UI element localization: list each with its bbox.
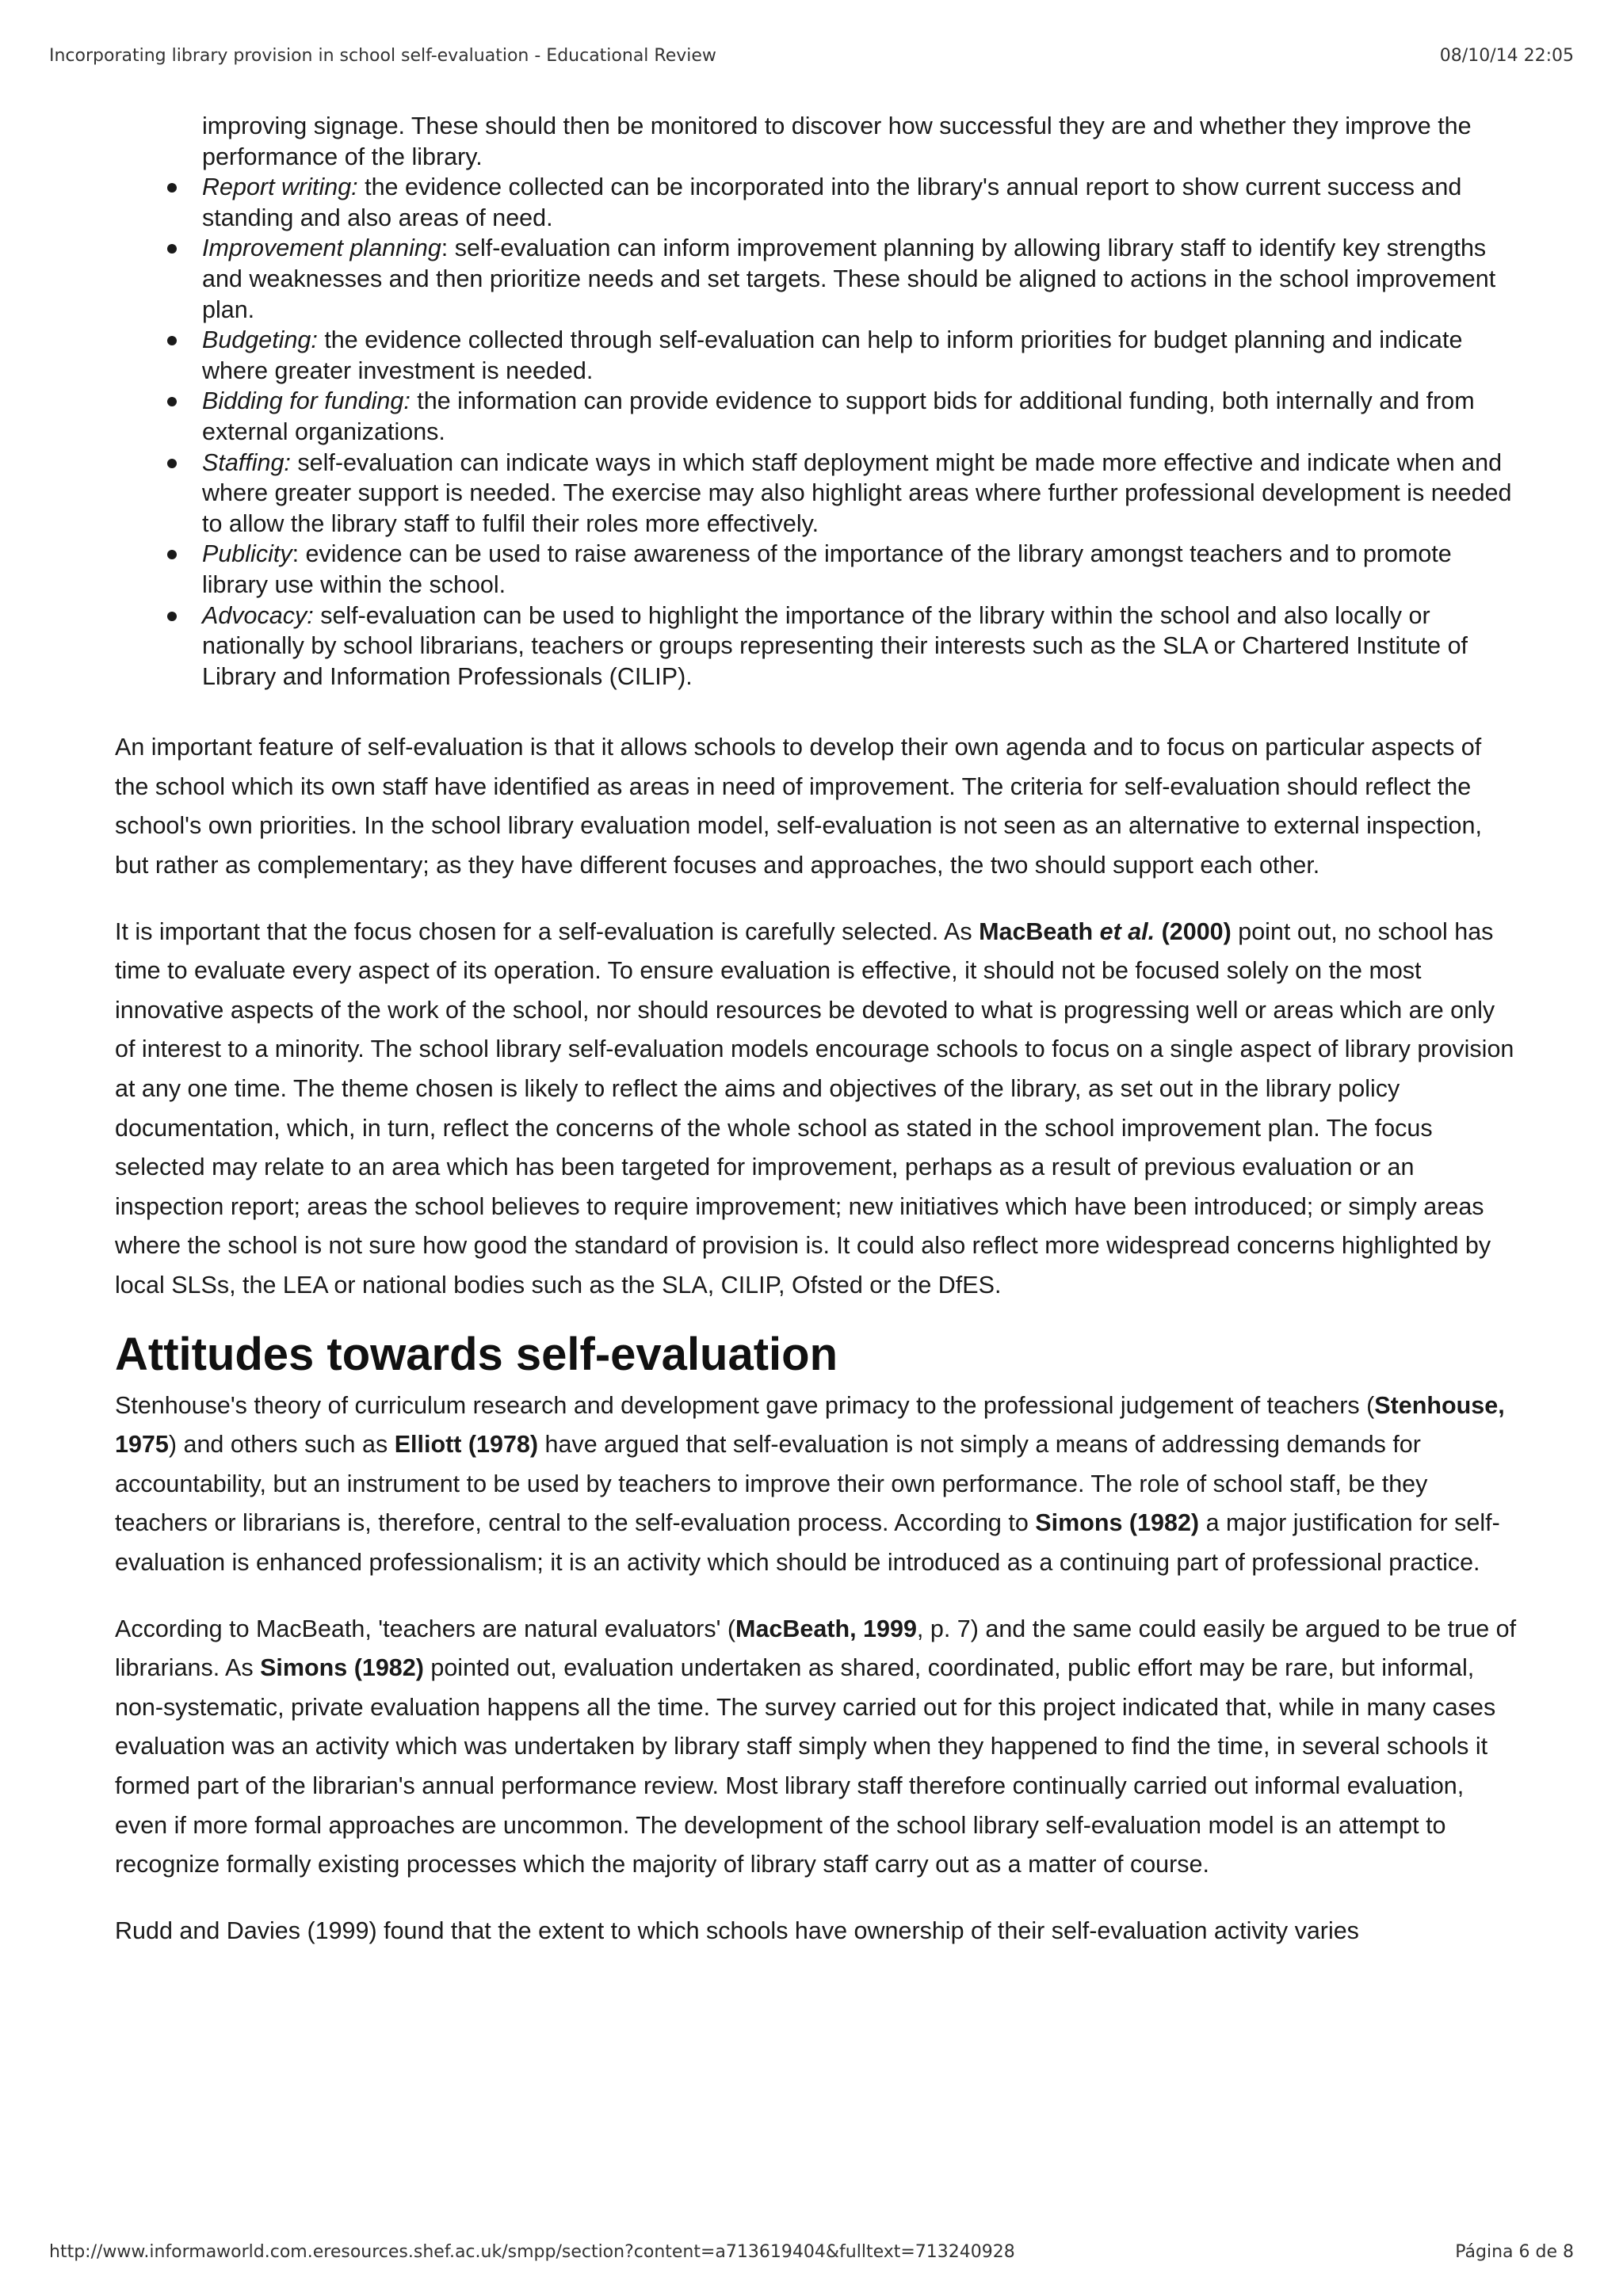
section-heading: Attitudes towards self-evaluation (115, 1328, 838, 1380)
paragraph-rudd-davies: Rudd and Davies (1999) found that the extent to which schools have ownership of their self-evaluation activity varies (115, 1917, 1359, 1944)
article-content (115, 111, 1518, 1951)
list-item-term: Bidding for funding: (202, 387, 411, 415)
paragraph-text: Stenhouse's theory of curriculum research and development gave primacy to the professional judgement of teachers ( (115, 1391, 1375, 1419)
citation-link-elliott-1978[interactable]: Elliott (1978) (394, 1431, 539, 1459)
list-item-text: the evidence collected can be incorporated into the library's annual report to show current success and standing and also areas of need. (202, 174, 1462, 231)
list-item (202, 539, 1518, 600)
paragraph-self-evaluation-agenda: An important feature of self-evaluation is that it allows schools to develop their own agenda and to focus on particular aspects of the school which its own staff have identified as areas in need of improvement. The criteria for self-evaluation should reflect the school's own priorities. In the school library evaluation model, self-evaluation is not seen as an alternative to external inspection, but rather as complementary; as they have different focuses and approaches, the two should support each other. (115, 734, 1482, 879)
uses-of-self-evaluation-list (115, 172, 1518, 692)
bullet-icon (167, 550, 177, 559)
list-item-text: self-evaluation can indicate ways in which staff deployment might be made more effective and indicate when and where greater support is needed. The exercise may also highlight areas where further professional development is needed to allow the library staff to fulfil their roles more effectively. (202, 448, 1512, 537)
paragraph-natural-evaluators (115, 1610, 1518, 1885)
list-item-text: : self-evaluation can inform improvement planning by allowing library staff to identify key strengths and weaknesses and then prioritize needs and set targets. These should be aligned to actions in the school improvement plan. (202, 235, 1496, 323)
citation-link-stenhouse-1975[interactable]: Stenhouse, 1975 (115, 1391, 1505, 1459)
list-item-text: the evidence collected through self-evaluation can help to inform priorities for budget planning and indicate where greater investment is needed. (202, 326, 1463, 384)
list-item-term: Improvement planning (202, 235, 441, 262)
list-item (202, 601, 1518, 692)
list-item (202, 172, 1518, 233)
list-item-term: Advocacy: (202, 601, 314, 629)
citation-link-simons-1982[interactable]: Simons (1982) (1035, 1509, 1200, 1537)
list-item (202, 233, 1518, 325)
list-item-term: Publicity (202, 540, 292, 568)
list-item-text: self-evaluation can be used to highlight the importance of the library within the school and also locally or nationally by school librarians, teachers or groups representing their interests such as the SLA or Chartered Institute of Library and Information Professionals (CILIP). (202, 601, 1468, 690)
bullet-icon (167, 336, 177, 345)
citation-link-simons-1982[interactable]: Simons (1982) (260, 1654, 424, 1682)
list-item-text: : evidence can be used to raise awareness of the importance of the library amongst teachers and to promote library use within the school. (202, 540, 1452, 598)
list-item (202, 325, 1518, 386)
print-header (49, 46, 1574, 66)
citation-year: (2000) (1155, 917, 1232, 945)
list-item-text: the information can provide evidence to support bids for additional funding, both internally and from external organizations. (202, 387, 1475, 445)
bullet-icon (167, 397, 177, 406)
paragraph-text: point out, no school has time to evaluate every aspect of its operation. To ensure evaluation is effective, it should not be focused solely on the most innovative aspects of the work of the school, nor should resources be devoted to what is progressing well or areas which are only of interest to a minority. The school library self-evaluation models encourage schools to focus on a single aspect of library provision at any one time. The theme chosen is likely to reflect the aims and objectives of the library, as set out in the library policy documentation, which, in turn, reflect the concerns of the whole school as stated in the school improvement plan. The focus selected may relate to an area which has been targeted for improvement, perhaps as a result of previous evaluation or an inspection report; areas the school believes to require improvement; new initiatives which have been introduced; or simply areas where the school is not sure how good the standard of provision is. It could also reflect more widespread concerns highlighted by local SLSs, the LEA or national bodies such as the SLA, CILIP, Ofsted or the DfES. (115, 917, 1514, 1299)
list-item-term: Staffing: (202, 448, 291, 476)
document-title: Incorporating library provision in school self-evaluation - Educational Review (49, 46, 716, 66)
list-item-term: Budgeting: (202, 326, 318, 354)
paragraph-text: have argued that self-evaluation is not simply a means of addressing demands for accountability, but an instrument to be used by teachers to improve their own performance. The role of school staff, be they teachers or librarians is, therefore, central to the self-evaluation process. According to (115, 1431, 1428, 1537)
list-item-term: Report writing: (202, 174, 358, 201)
paragraph-focus-selection (115, 913, 1518, 1306)
bullet-icon (167, 183, 177, 193)
citation-author: MacBeath (979, 917, 1100, 945)
paragraph-text: a major justification for self-evaluation is enhanced professionalism; it is an activity which should be introduced as a continuing part of professional practice. (115, 1509, 1500, 1576)
paragraph-text: , p. 7) and the same could easily be argued to be true of librarians. As (115, 1615, 1517, 1682)
page-number: Página 6 de 8 (1455, 2242, 1574, 2262)
list-item (202, 386, 1518, 447)
citation-etal: et al. (1099, 917, 1155, 945)
paragraph-text: It is important that the focus chosen for a self-evaluation is carefully selected. As (115, 917, 980, 945)
print-footer (49, 2242, 1574, 2262)
paragraph-text: ) and others such as (168, 1431, 395, 1459)
citation-link-macbeath-2000[interactable] (979, 918, 1232, 945)
paragraph-text: pointed out, evaluation undertaken as shared, coordinated, public effort may be rare, but informal, non-systematic, private evaluation happens all the time. The survey carried out for this project indicated that, while in many cases evaluation was an activity which was undertaken by library staff simply when they happened to find the time, in several schools it formed part of the librarian's annual performance review. Most library staff therefore continually carried out informal evaluation, even if more formal approaches are uncommon. The development of the school library self-evaluation model is an attempt to recognize formally existing processes which the majority of library staff carry out as a matter of course. (115, 1654, 1496, 1878)
bullet-continuation-text: improving signage. These should then be monitored to discover how successful they are and whether they improve the performance of the library. (202, 113, 1472, 170)
citation-link-macbeath-1999[interactable]: MacBeath, 1999 (735, 1615, 917, 1642)
page-url: http://www.informaworld.com.eresources.shef.ac.uk/smpp/section?content=a713619404&fulltext=713240928 (49, 2242, 1015, 2262)
print-datetime: 08/10/14 22:05 (1439, 46, 1574, 66)
paragraph-text: According to MacBeath, 'teachers are natural evaluators' ( (115, 1615, 736, 1642)
bullet-icon (167, 244, 177, 254)
bullet-icon (167, 612, 177, 621)
bullet-icon (167, 459, 177, 468)
list-item (202, 448, 1518, 540)
paragraph-stenhouse-theory (115, 1386, 1518, 1583)
